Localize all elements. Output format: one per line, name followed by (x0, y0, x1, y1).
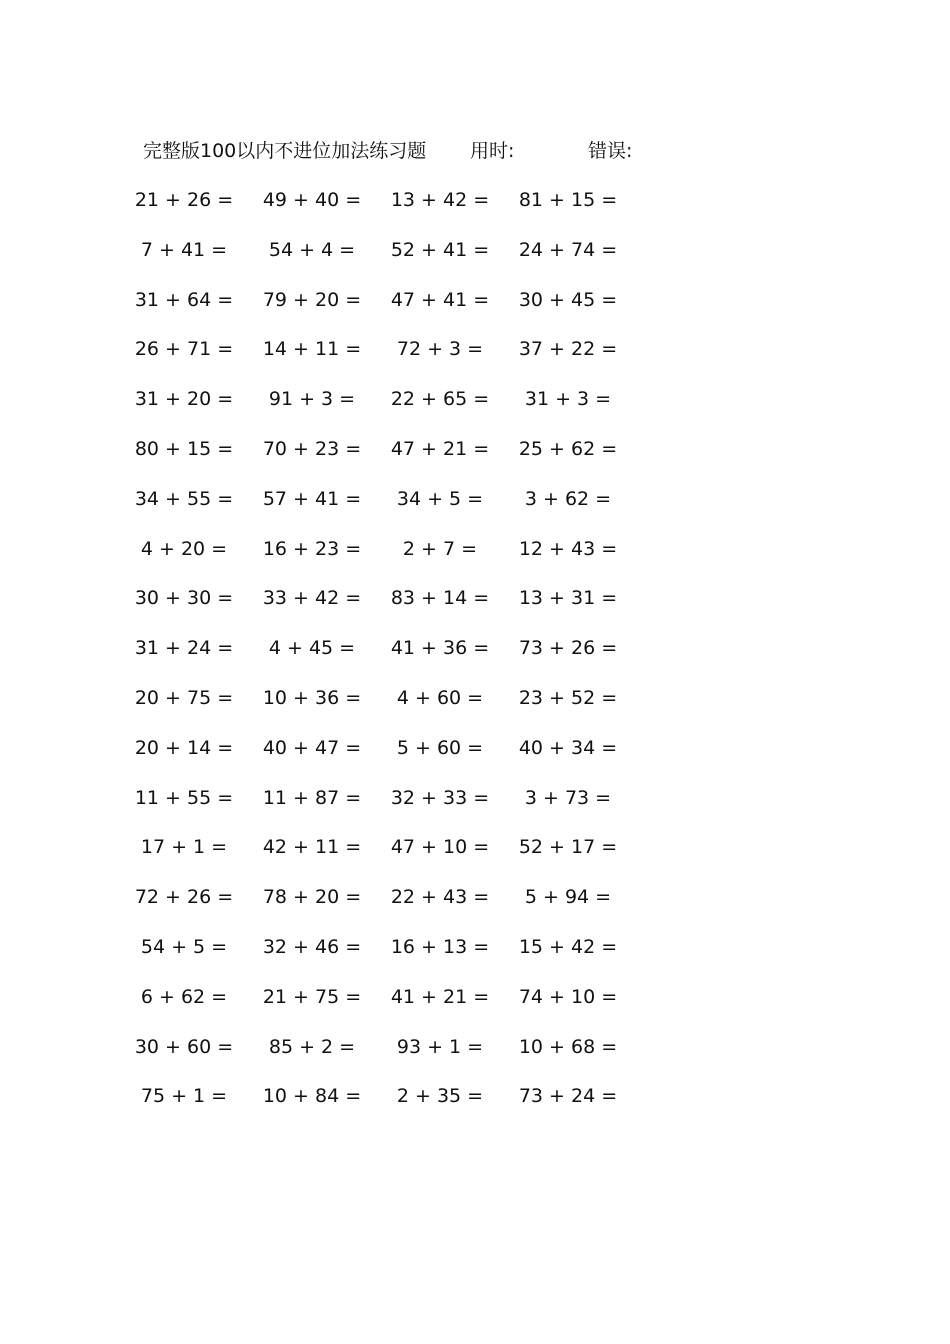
addition-problem: 74 + 10 = (518, 985, 618, 1008)
addition-problem: 54 + 4 = (268, 238, 356, 261)
addition-problem: 5 + 94 = (524, 886, 612, 909)
addition-problem: 11 + 55 = (134, 786, 234, 809)
problem-grid (134, 186, 663, 1132)
addition-problem: 7 + 41 = (140, 238, 228, 261)
addition-problem: 72 + 26 = (134, 886, 234, 909)
addition-problem: 10 + 84 = (262, 1085, 362, 1108)
addition-problem: 93 + 1 = (396, 1035, 484, 1058)
time-used-label: 用时: (470, 140, 515, 162)
addition-problem: 16 + 13 = (390, 935, 490, 958)
addition-problem: 73 + 26 = (518, 637, 618, 660)
addition-problem: 72 + 3 = (396, 338, 484, 361)
addition-problem: 52 + 41 = (390, 238, 490, 261)
problem-row (134, 485, 663, 535)
problem-row (140, 933, 663, 983)
addition-problem: 16 + 23 = (262, 537, 362, 560)
addition-problem: 47 + 21 = (390, 437, 490, 460)
addition-problem: 30 + 45 = (518, 288, 618, 311)
addition-problem: 57 + 41 = (262, 487, 362, 510)
addition-problem: 91 + 3 = (268, 388, 356, 411)
addition-problem: 12 + 43 = (518, 537, 618, 560)
addition-problem: 40 + 34 = (518, 736, 618, 759)
addition-problem: 22 + 65 = (390, 388, 490, 411)
addition-problem: 13 + 31 = (518, 587, 618, 610)
addition-problem: 40 + 47 = (262, 736, 362, 759)
addition-problem: 31 + 20 = (134, 388, 234, 411)
addition-problem: 3 + 62 = (524, 487, 612, 510)
addition-problem: 47 + 41 = (390, 288, 490, 311)
addition-problem: 49 + 40 = (262, 189, 362, 211)
addition-problem: 4 + 60 = (396, 686, 484, 709)
addition-problem: 78 + 20 = (262, 886, 362, 909)
problem-row (134, 435, 663, 485)
problem-row (134, 684, 663, 734)
addition-problem: 80 + 15 = (134, 437, 234, 460)
addition-problem: 10 + 68 = (518, 1035, 618, 1058)
addition-problem: 54 + 5 = (140, 935, 228, 958)
addition-problem: 42 + 11 = (262, 836, 362, 859)
addition-problem: 37 + 22 = (518, 338, 618, 361)
addition-problem: 17 + 1 = (140, 836, 228, 859)
problem-row (134, 186, 663, 236)
addition-problem: 81 + 15 = (518, 189, 618, 211)
problem-row (140, 833, 663, 883)
addition-problem: 11 + 87 = (262, 786, 362, 809)
addition-problem: 73 + 24 = (518, 1085, 618, 1108)
addition-problem: 24 + 74 = (518, 238, 618, 261)
addition-problem: 79 + 20 = (262, 288, 362, 311)
addition-problem: 22 + 43 = (390, 886, 490, 909)
addition-problem: 32 + 46 = (262, 935, 362, 958)
page-title: 完整版100以内不进位加法练习题 (143, 140, 427, 162)
addition-problem: 31 + 24 = (134, 637, 234, 660)
problem-row (134, 335, 663, 385)
addition-problem: 30 + 60 = (134, 1035, 234, 1058)
addition-problem: 41 + 36 = (390, 637, 490, 660)
addition-problem: 10 + 36 = (262, 686, 362, 709)
addition-problem: 15 + 42 = (518, 935, 618, 958)
problem-row (134, 734, 663, 784)
addition-problem: 85 + 2 = (268, 1035, 356, 1058)
addition-problem: 31 + 64 = (134, 288, 234, 311)
addition-problem: 4 + 45 = (268, 637, 356, 660)
addition-problem: 21 + 75 = (262, 985, 362, 1008)
addition-problem: 34 + 55 = (134, 487, 234, 510)
problem-row (134, 584, 663, 634)
addition-problem: 83 + 14 = (390, 587, 490, 610)
addition-problem: 47 + 10 = (390, 836, 490, 859)
problem-row (134, 1033, 663, 1083)
addition-problem: 4 + 20 = (140, 537, 228, 560)
addition-problem: 6 + 62 = (140, 985, 228, 1008)
addition-problem: 3 + 73 = (524, 786, 612, 809)
problem-row (140, 983, 663, 1033)
problem-row (140, 535, 663, 585)
addition-problem: 13 + 42 = (390, 189, 490, 211)
addition-problem: 33 + 42 = (262, 587, 362, 610)
problem-row (134, 883, 663, 933)
addition-problem: 23 + 52 = (518, 686, 618, 709)
addition-problem: 14 + 11 = (262, 338, 362, 361)
addition-problem: 21 + 26 = (134, 189, 234, 211)
addition-problem: 2 + 7 = (402, 537, 478, 560)
addition-problem: 32 + 33 = (390, 786, 490, 809)
addition-problem: 34 + 5 = (396, 487, 484, 510)
problem-row (134, 286, 663, 336)
problem-row (140, 1082, 663, 1132)
addition-problem: 26 + 71 = (134, 338, 234, 361)
addition-problem: 2 + 35 = (396, 1085, 484, 1108)
problem-row (134, 784, 663, 834)
addition-problem: 52 + 17 = (518, 836, 618, 859)
addition-problem: 30 + 30 = (134, 587, 234, 610)
addition-problem: 75 + 1 = (140, 1085, 228, 1108)
addition-problem: 25 + 62 = (518, 437, 618, 460)
problem-row (134, 634, 663, 684)
problem-row (140, 236, 663, 286)
addition-problem: 70 + 23 = (262, 437, 362, 460)
addition-problem: 31 + 3 = (524, 388, 612, 411)
problem-row (134, 385, 663, 435)
errors-label: 错误: (588, 140, 633, 162)
addition-problem: 5 + 60 = (396, 736, 484, 759)
addition-problem: 41 + 21 = (390, 985, 490, 1008)
addition-problem: 20 + 75 = (134, 686, 234, 709)
addition-problem: 20 + 14 = (134, 736, 234, 759)
